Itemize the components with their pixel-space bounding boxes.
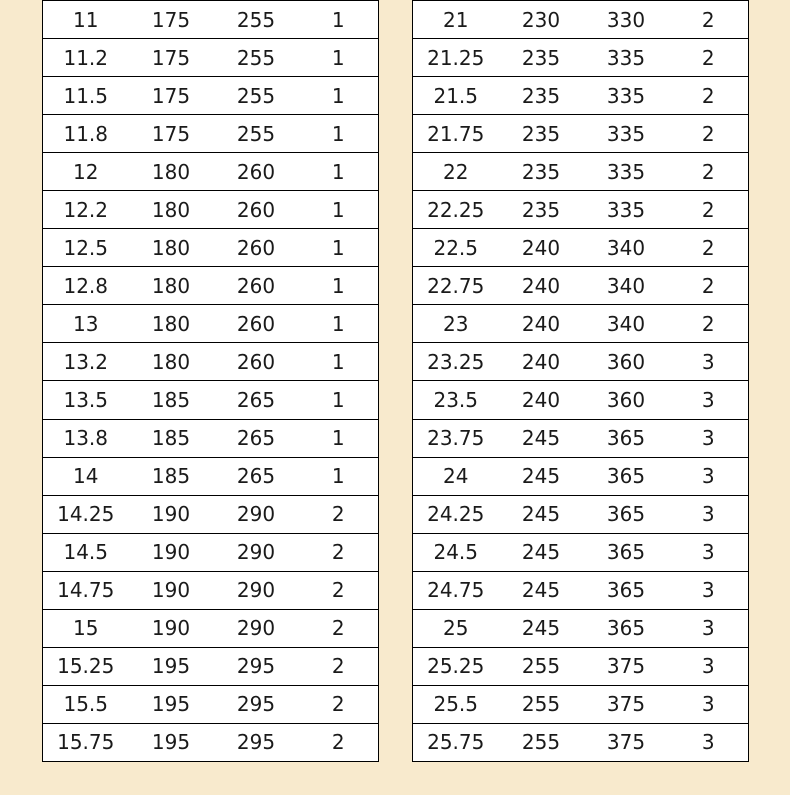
table-cell: 180	[129, 229, 214, 267]
table-cell: 14.5	[43, 533, 129, 571]
table-cell: 295	[214, 723, 299, 761]
table-cell: 2	[669, 267, 749, 305]
table-row	[413, 305, 749, 343]
table-cell: 3	[669, 495, 749, 533]
table-cell: 290	[214, 571, 299, 609]
table-cell: 255	[214, 77, 299, 115]
table-cell: 11.2	[43, 39, 129, 77]
table-cell: 14.25	[43, 495, 129, 533]
table-cell: 240	[499, 343, 584, 381]
table-row	[43, 723, 379, 761]
table-cell: 15.25	[43, 647, 129, 685]
table-cell: 340	[584, 267, 669, 305]
table-cell: 2	[299, 533, 379, 571]
table-cell: 195	[129, 647, 214, 685]
size-table-right-body	[413, 1, 749, 762]
table-row	[413, 533, 749, 571]
size-table-left-body	[43, 1, 379, 762]
table-row	[413, 191, 749, 229]
table-row	[43, 153, 379, 191]
table-cell: 245	[499, 419, 584, 457]
table-cell: 180	[129, 343, 214, 381]
table-cell: 1	[299, 1, 379, 39]
table-cell: 265	[214, 381, 299, 419]
table-row	[413, 229, 749, 267]
table-row	[43, 419, 379, 457]
table-cell: 23.5	[413, 381, 499, 419]
table-cell: 3	[669, 457, 749, 495]
table-row	[43, 267, 379, 305]
table-cell: 260	[214, 153, 299, 191]
table-cell: 265	[214, 419, 299, 457]
table-row	[413, 571, 749, 609]
table-row	[413, 495, 749, 533]
table-cell: 11.8	[43, 115, 129, 153]
table-cell: 365	[584, 533, 669, 571]
table-cell: 12	[43, 153, 129, 191]
table-cell: 2	[669, 229, 749, 267]
table-cell: 1	[299, 343, 379, 381]
table-cell: 21.25	[413, 39, 499, 77]
table-cell: 175	[129, 39, 214, 77]
table-cell: 365	[584, 495, 669, 533]
table-cell: 175	[129, 115, 214, 153]
table-cell: 260	[214, 191, 299, 229]
table-cell: 24.75	[413, 571, 499, 609]
table-cell: 2	[299, 685, 379, 723]
table-cell: 265	[214, 457, 299, 495]
table-row	[413, 685, 749, 723]
table-cell: 1	[299, 153, 379, 191]
table-cell: 245	[499, 533, 584, 571]
table-cell: 13.8	[43, 419, 129, 457]
table-cell: 1	[299, 229, 379, 267]
table-cell: 335	[584, 77, 669, 115]
table-cell: 3	[669, 685, 749, 723]
table-cell: 255	[499, 685, 584, 723]
size-table-right	[412, 0, 749, 762]
table-cell: 21.5	[413, 77, 499, 115]
table-row	[43, 495, 379, 533]
table-cell: 245	[499, 571, 584, 609]
table-cell: 12.8	[43, 267, 129, 305]
table-cell: 335	[584, 39, 669, 77]
table-cell: 23.25	[413, 343, 499, 381]
table-cell: 185	[129, 419, 214, 457]
table-cell: 24.25	[413, 495, 499, 533]
table-row	[43, 571, 379, 609]
size-table-left	[42, 0, 379, 762]
table-cell: 3	[669, 723, 749, 761]
table-cell: 180	[129, 267, 214, 305]
table-cell: 235	[499, 153, 584, 191]
table-row	[43, 609, 379, 647]
table-cell: 2	[299, 723, 379, 761]
table-cell: 21.75	[413, 115, 499, 153]
table-row	[413, 723, 749, 761]
table-cell: 15.5	[43, 685, 129, 723]
table-cell: 375	[584, 723, 669, 761]
table-cell: 1	[299, 267, 379, 305]
table-cell: 245	[499, 457, 584, 495]
table-cell: 1	[299, 305, 379, 343]
table-cell: 12.2	[43, 191, 129, 229]
table-cell: 3	[669, 419, 749, 457]
table-row	[413, 343, 749, 381]
table-row	[413, 457, 749, 495]
table-cell: 25.5	[413, 685, 499, 723]
table-cell: 23	[413, 305, 499, 343]
table-row	[413, 1, 749, 39]
table-cell: 340	[584, 229, 669, 267]
table-cell: 255	[214, 39, 299, 77]
table-cell: 190	[129, 495, 214, 533]
table-cell: 365	[584, 571, 669, 609]
table-cell: 22.25	[413, 191, 499, 229]
table-cell: 290	[214, 609, 299, 647]
table-cell: 235	[499, 77, 584, 115]
table-row	[413, 647, 749, 685]
table-row	[43, 533, 379, 571]
table-cell: 180	[129, 191, 214, 229]
table-cell: 1	[299, 419, 379, 457]
table-cell: 22.75	[413, 267, 499, 305]
table-row	[43, 1, 379, 39]
table-cell: 340	[584, 305, 669, 343]
table-cell: 195	[129, 723, 214, 761]
table-cell: 240	[499, 229, 584, 267]
table-cell: 365	[584, 457, 669, 495]
table-cell: 290	[214, 495, 299, 533]
table-cell: 295	[214, 647, 299, 685]
table-cell: 15.75	[43, 723, 129, 761]
table-cell: 190	[129, 609, 214, 647]
table-cell: 3	[669, 609, 749, 647]
table-cell: 2	[299, 495, 379, 533]
table-cell: 235	[499, 39, 584, 77]
table-row	[43, 191, 379, 229]
table-cell: 180	[129, 305, 214, 343]
table-row	[43, 457, 379, 495]
table-cell: 175	[129, 77, 214, 115]
table-cell: 3	[669, 647, 749, 685]
table-cell: 290	[214, 533, 299, 571]
table-cell: 2	[669, 153, 749, 191]
table-cell: 255	[499, 647, 584, 685]
table-cell: 335	[584, 115, 669, 153]
table-cell: 13.5	[43, 381, 129, 419]
table-cell: 23.75	[413, 419, 499, 457]
table-cell: 3	[669, 571, 749, 609]
table-cell: 24.5	[413, 533, 499, 571]
table-cell: 1	[299, 457, 379, 495]
table-cell: 185	[129, 381, 214, 419]
table-cell: 195	[129, 685, 214, 723]
table-cell: 2	[299, 609, 379, 647]
table-cell: 260	[214, 229, 299, 267]
table-cell: 235	[499, 115, 584, 153]
table-row	[413, 267, 749, 305]
table-cell: 15	[43, 609, 129, 647]
table-cell: 185	[129, 457, 214, 495]
table-cell: 2	[669, 115, 749, 153]
table-row	[43, 229, 379, 267]
table-cell: 2	[299, 571, 379, 609]
table-cell: 21	[413, 1, 499, 39]
table-cell: 240	[499, 381, 584, 419]
table-row	[413, 609, 749, 647]
table-cell: 245	[499, 609, 584, 647]
table-cell: 240	[499, 305, 584, 343]
table-row	[43, 39, 379, 77]
table-cell: 190	[129, 571, 214, 609]
table-cell: 295	[214, 685, 299, 723]
table-cell: 335	[584, 191, 669, 229]
table-cell: 22.5	[413, 229, 499, 267]
table-row	[413, 153, 749, 191]
table-cell: 13	[43, 305, 129, 343]
table-cell: 1	[299, 39, 379, 77]
table-cell: 365	[584, 419, 669, 457]
table-cell: 365	[584, 609, 669, 647]
table-cell: 255	[499, 723, 584, 761]
table-row	[413, 77, 749, 115]
table-cell: 2	[669, 39, 749, 77]
table-cell: 375	[584, 685, 669, 723]
table-cell: 260	[214, 267, 299, 305]
table-cell: 2	[669, 1, 749, 39]
table-cell: 175	[129, 1, 214, 39]
table-cell: 14	[43, 457, 129, 495]
table-row	[43, 381, 379, 419]
table-row	[413, 39, 749, 77]
table-cell: 2	[669, 77, 749, 115]
table-cell: 3	[669, 343, 749, 381]
table-cell: 255	[214, 1, 299, 39]
table-cell: 360	[584, 381, 669, 419]
table-cell: 335	[584, 153, 669, 191]
table-row	[43, 685, 379, 723]
table-cell: 260	[214, 305, 299, 343]
table-cell: 25.25	[413, 647, 499, 685]
table-cell: 230	[499, 1, 584, 39]
table-row	[43, 305, 379, 343]
table-cell: 190	[129, 533, 214, 571]
table-cell: 235	[499, 191, 584, 229]
table-cell: 24	[413, 457, 499, 495]
table-cell: 3	[669, 533, 749, 571]
table-row	[413, 115, 749, 153]
table-row	[413, 419, 749, 457]
table-row	[43, 77, 379, 115]
table-cell: 2	[669, 305, 749, 343]
table-cell: 255	[214, 115, 299, 153]
table-cell: 1	[299, 77, 379, 115]
table-row	[43, 115, 379, 153]
table-cell: 25	[413, 609, 499, 647]
table-cell: 260	[214, 343, 299, 381]
table-cell: 3	[669, 381, 749, 419]
table-row	[43, 343, 379, 381]
table-cell: 1	[299, 381, 379, 419]
table-cell: 2	[669, 191, 749, 229]
table-cell: 2	[299, 647, 379, 685]
table-cell: 240	[499, 267, 584, 305]
table-cell: 25.75	[413, 723, 499, 761]
table-row	[413, 381, 749, 419]
table-cell: 1	[299, 115, 379, 153]
table-cell: 1	[299, 191, 379, 229]
table-cell: 22	[413, 153, 499, 191]
table-cell: 375	[584, 647, 669, 685]
table-cell: 14.75	[43, 571, 129, 609]
table-cell: 12.5	[43, 229, 129, 267]
table-cell: 245	[499, 495, 584, 533]
table-cell: 13.2	[43, 343, 129, 381]
table-cell: 330	[584, 1, 669, 39]
table-cell: 11	[43, 1, 129, 39]
table-cell: 360	[584, 343, 669, 381]
table-row	[43, 647, 379, 685]
table-cell: 180	[129, 153, 214, 191]
table-cell: 11.5	[43, 77, 129, 115]
